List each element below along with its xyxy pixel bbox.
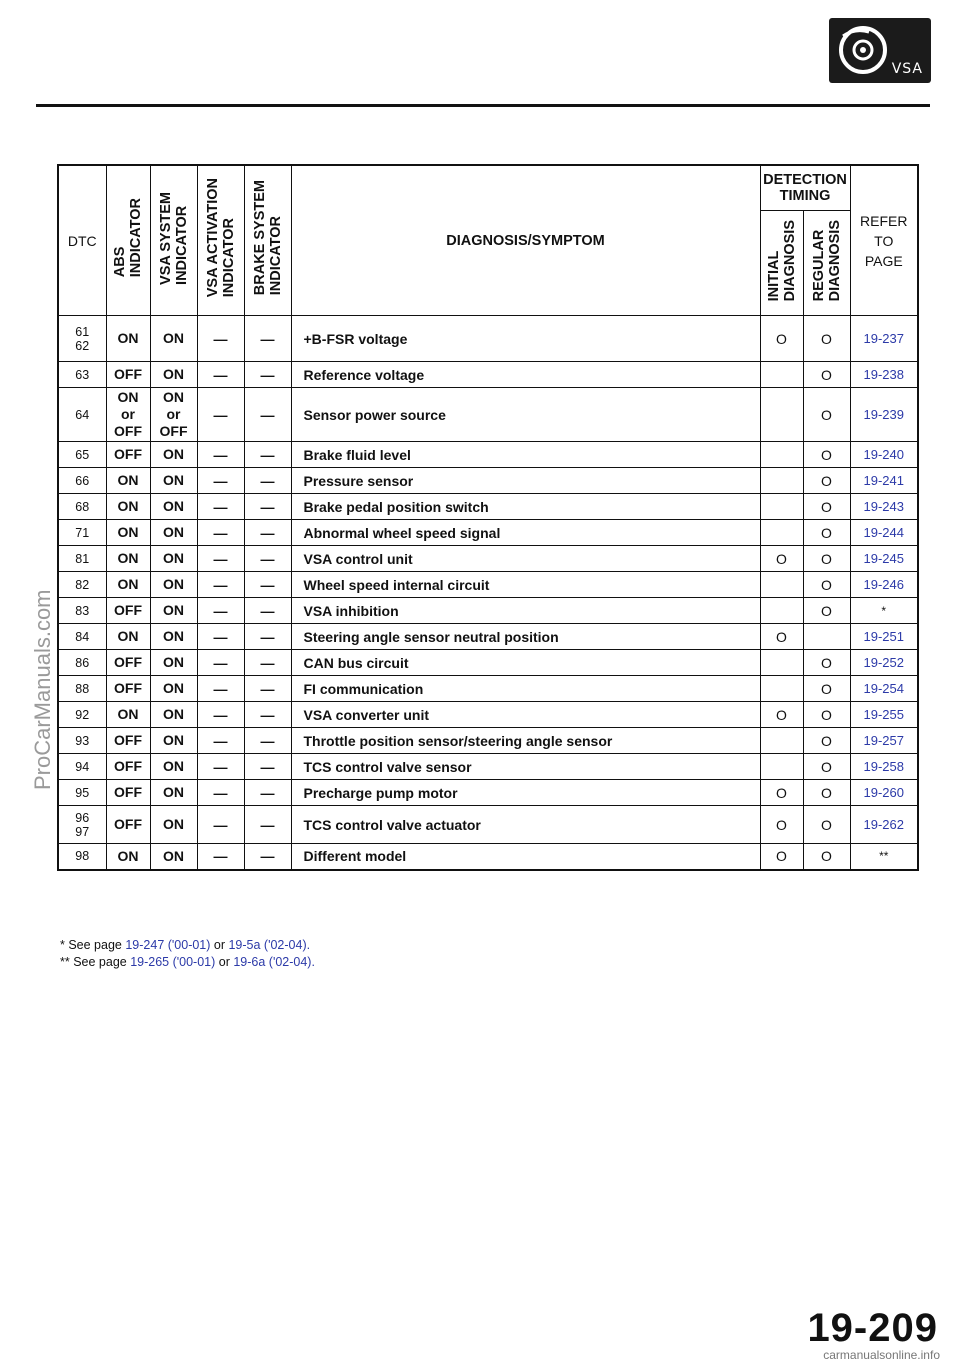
footnote-2-link-1[interactable]: 19-265 ('00-01)	[130, 955, 216, 969]
vsa-activation-indicator-cell: —	[197, 676, 244, 702]
table-row	[58, 624, 918, 650]
diagnosis-symptom-cell: Wheel speed internal circuit	[291, 572, 760, 598]
vsa-system-indicator-cell: ON	[150, 754, 197, 780]
regular-diagnosis-cell: O	[803, 598, 850, 624]
regular-diagnosis-cell: O	[803, 728, 850, 754]
brake-system-indicator-cell: —	[244, 468, 291, 494]
vsa-system-indicator-cell: ON	[150, 546, 197, 572]
table-row	[58, 754, 918, 780]
vsa-system-indicator-cell: ON	[150, 728, 197, 754]
footnotes	[60, 937, 315, 971]
refer-page-cell: **	[850, 844, 918, 870]
table-row	[58, 780, 918, 806]
dtc-code-cell: 95	[58, 780, 106, 806]
refer-page-cell[interactable]: 19-254	[850, 676, 918, 702]
initial-diagnosis-cell: O	[760, 624, 803, 650]
initial-diagnosis-cell	[760, 442, 803, 468]
vsa-system-indicator-cell: ON	[150, 624, 197, 650]
brake-system-indicator-cell: —	[244, 728, 291, 754]
regular-diagnosis-cell: O	[803, 362, 850, 388]
brake-system-indicator-cell: —	[244, 362, 291, 388]
initial-diagnosis-cell: O	[760, 806, 803, 844]
table-row	[58, 316, 918, 362]
dtc-code-cell: 98	[58, 844, 106, 870]
abs-indicator-cell: ON	[106, 572, 150, 598]
diagnosis-symptom-cell: Brake fluid level	[291, 442, 760, 468]
refer-page-cell[interactable]: 19-257	[850, 728, 918, 754]
dtc-code-cell: 88	[58, 676, 106, 702]
brake-system-indicator-cell: —	[244, 702, 291, 728]
table-row	[58, 494, 918, 520]
table-row	[58, 572, 918, 598]
brake-system-indicator-cell: —	[244, 546, 291, 572]
footnote-2-link-2[interactable]: 19-6a ('02-04).	[233, 955, 315, 969]
refer-page-cell[interactable]: 19-243	[850, 494, 918, 520]
refer-page-cell[interactable]: 19-244	[850, 520, 918, 546]
footnote-2: ** See page 19-265 ('00-01) or 19-6a ('02-04).	[60, 955, 315, 969]
regular-diagnosis-cell	[803, 624, 850, 650]
dtc-code-cell: 64	[58, 388, 106, 442]
table-row	[58, 520, 918, 546]
refer-page-cell[interactable]: 19-237	[850, 316, 918, 362]
table-row	[58, 676, 918, 702]
initial-diagnosis-cell	[760, 388, 803, 442]
vsa-activation-indicator-cell: —	[197, 650, 244, 676]
side-watermark: ProCarManuals.com	[30, 589, 55, 790]
vsa-system-indicator-cell: ON	[150, 494, 197, 520]
diagnosis-symptom-cell: CAN bus circuit	[291, 650, 760, 676]
regular-diagnosis-cell: O	[803, 494, 850, 520]
table-row	[58, 650, 918, 676]
footnote-1: * See page 19-247 ('00-01) or 19-5a ('02-04).	[60, 938, 311, 952]
header-regular-diagnosis: REGULAR DIAGNOSIS	[803, 211, 850, 316]
abs-indicator-cell: OFF	[106, 780, 150, 806]
refer-page-cell[interactable]: 19-239	[850, 388, 918, 442]
footer-watermark: carmanualsonline.info	[823, 1348, 940, 1362]
abs-indicator-cell: OFF	[106, 676, 150, 702]
diagnosis-symptom-cell: FI communication	[291, 676, 760, 702]
regular-diagnosis-cell: O	[803, 546, 850, 572]
regular-diagnosis-cell: O	[803, 316, 850, 362]
abs-indicator-cell: OFF	[106, 442, 150, 468]
initial-diagnosis-cell	[760, 468, 803, 494]
table-row	[58, 806, 918, 844]
table-row	[58, 844, 918, 870]
abs-indicator-cell: ON	[106, 468, 150, 494]
vsa-activation-indicator-cell: —	[197, 844, 244, 870]
vsa-system-indicator-cell: ON	[150, 598, 197, 624]
table-row	[58, 702, 918, 728]
regular-diagnosis-cell: O	[803, 650, 850, 676]
regular-diagnosis-cell: O	[803, 806, 850, 844]
abs-indicator-cell: OFF	[106, 362, 150, 388]
diagnosis-symptom-cell: Pressure sensor	[291, 468, 760, 494]
dtc-code-cell: 84	[58, 624, 106, 650]
vsa-activation-indicator-cell: —	[197, 598, 244, 624]
vsa-system-indicator-cell: ON	[150, 806, 197, 844]
vsa-activation-indicator-cell: —	[197, 702, 244, 728]
refer-page-cell[interactable]: 19-245	[850, 546, 918, 572]
initial-diagnosis-cell	[760, 754, 803, 780]
abs-indicator-cell: OFF	[106, 650, 150, 676]
regular-diagnosis-cell: O	[803, 442, 850, 468]
refer-page-cell[interactable]: 19-260	[850, 780, 918, 806]
initial-diagnosis-cell: O	[760, 546, 803, 572]
page-number: 19-209	[807, 1306, 938, 1350]
initial-diagnosis-cell: O	[760, 702, 803, 728]
initial-diagnosis-cell: O	[760, 844, 803, 870]
dtc-code-cell: 68	[58, 494, 106, 520]
vsa-activation-indicator-cell: —	[197, 468, 244, 494]
brake-disc-icon	[835, 24, 891, 76]
vsa-system-indicator-cell: ON	[150, 650, 197, 676]
vsa-system-indicator-cell: ON or OFF	[150, 388, 197, 442]
vsa-activation-indicator-cell: —	[197, 388, 244, 442]
abs-indicator-cell: OFF	[106, 754, 150, 780]
abs-indicator-cell: ON	[106, 520, 150, 546]
vsa-activation-indicator-cell: —	[197, 316, 244, 362]
initial-diagnosis-cell: O	[760, 780, 803, 806]
brake-system-indicator-cell: —	[244, 676, 291, 702]
regular-diagnosis-cell: O	[803, 844, 850, 870]
vsa-system-indicator-cell: ON	[150, 676, 197, 702]
diagnosis-symptom-cell: VSA converter unit	[291, 702, 760, 728]
brake-system-indicator-cell: —	[244, 316, 291, 362]
dtc-code-cell: 92	[58, 702, 106, 728]
header-vsa-system-indicator: VSA SYSTEM INDICATOR	[150, 165, 197, 316]
vsa-system-indicator-cell: ON	[150, 362, 197, 388]
refer-page-cell: *	[850, 598, 918, 624]
dtc-code-cell: 61 62	[58, 316, 106, 362]
refer-page-cell[interactable]: 19-251	[850, 624, 918, 650]
refer-page-cell[interactable]: 19-238	[850, 362, 918, 388]
logo-label: VSA	[891, 61, 923, 77]
table-row	[58, 362, 918, 388]
table-row	[58, 728, 918, 754]
refer-page-cell[interactable]: 19-240	[850, 442, 918, 468]
dtc-code-cell: 96 97	[58, 806, 106, 844]
brake-system-indicator-cell: —	[244, 520, 291, 546]
initial-diagnosis-cell	[760, 650, 803, 676]
regular-diagnosis-cell: O	[803, 468, 850, 494]
brake-system-indicator-cell: —	[244, 494, 291, 520]
diagnosis-symptom-cell: Steering angle sensor neutral position	[291, 624, 760, 650]
abs-indicator-cell: ON	[106, 316, 150, 362]
refer-page-cell[interactable]: 19-262	[850, 806, 918, 844]
regular-diagnosis-cell: O	[803, 676, 850, 702]
table-row	[58, 598, 918, 624]
header-brake-system-indicator: BRAKE SYSTEM INDICATOR	[244, 165, 291, 316]
vsa-activation-indicator-cell: —	[197, 362, 244, 388]
header-diagnosis-symptom: DIAGNOSIS/SYMPTOM	[291, 165, 760, 316]
vsa-activation-indicator-cell: —	[197, 624, 244, 650]
diagnosis-symptom-cell: TCS control valve sensor	[291, 754, 760, 780]
diagnosis-symptom-cell: Reference voltage	[291, 362, 760, 388]
header-abs-indicator: ABS INDICATOR	[106, 165, 150, 316]
vsa-activation-indicator-cell: —	[197, 780, 244, 806]
vsa-system-indicator-cell: ON	[150, 572, 197, 598]
footnote-1-link-1[interactable]: 19-247 ('00-01)	[125, 938, 211, 952]
vsa-activation-indicator-cell: —	[197, 806, 244, 844]
brake-system-indicator-cell: —	[244, 780, 291, 806]
initial-diagnosis-cell: O	[760, 316, 803, 362]
vsa-system-indicator-cell: ON	[150, 702, 197, 728]
brake-system-indicator-cell: —	[244, 844, 291, 870]
vsa-system-indicator-cell: ON	[150, 316, 197, 362]
brake-system-indicator-cell: —	[244, 624, 291, 650]
dtc-code-cell: 83	[58, 598, 106, 624]
initial-diagnosis-cell	[760, 572, 803, 598]
diagnosis-symptom-cell: Brake pedal position switch	[291, 494, 760, 520]
table-row	[58, 468, 918, 494]
vsa-system-indicator-cell: ON	[150, 442, 197, 468]
initial-diagnosis-cell	[760, 598, 803, 624]
diagnosis-symptom-cell: +B-FSR voltage	[291, 316, 760, 362]
vsa-system-indicator-cell: ON	[150, 780, 197, 806]
brake-system-indicator-cell: —	[244, 754, 291, 780]
diagnosis-symptom-cell: Different model	[291, 844, 760, 870]
dtc-code-cell: 94	[58, 754, 106, 780]
regular-diagnosis-cell: O	[803, 702, 850, 728]
diagnosis-symptom-cell: Throttle position sensor/steering angle sensor	[291, 728, 760, 754]
diagnosis-symptom-cell: VSA inhibition	[291, 598, 760, 624]
vsa-activation-indicator-cell: —	[197, 754, 244, 780]
diagnosis-symptom-cell: Abnormal wheel speed signal	[291, 520, 760, 546]
brake-system-indicator-cell: —	[244, 650, 291, 676]
abs-indicator-cell: ON	[106, 702, 150, 728]
regular-diagnosis-cell: O	[803, 388, 850, 442]
refer-page-cell[interactable]: 19-252	[850, 650, 918, 676]
regular-diagnosis-cell: O	[803, 754, 850, 780]
vsa-system-indicator-cell: ON	[150, 844, 197, 870]
refer-page-cell[interactable]: 19-246	[850, 572, 918, 598]
vsa-logo	[829, 18, 931, 83]
vsa-system-indicator-cell: ON	[150, 468, 197, 494]
dtc-code-cell: 93	[58, 728, 106, 754]
initial-diagnosis-cell	[760, 362, 803, 388]
diagnosis-symptom-cell: VSA control unit	[291, 546, 760, 572]
refer-page-cell[interactable]: 19-241	[850, 468, 918, 494]
abs-indicator-cell: ON	[106, 624, 150, 650]
dtc-code-cell: 71	[58, 520, 106, 546]
abs-indicator-cell: ON	[106, 494, 150, 520]
initial-diagnosis-cell	[760, 728, 803, 754]
vsa-activation-indicator-cell: —	[197, 442, 244, 468]
vsa-system-indicator-cell: ON	[150, 520, 197, 546]
table-row	[58, 388, 918, 442]
abs-indicator-cell: OFF	[106, 598, 150, 624]
header-dtc: DTC	[58, 165, 106, 316]
header-refer-to-page: REFER TO PAGE	[850, 165, 918, 316]
dtc-code-cell: 65	[58, 442, 106, 468]
brake-system-indicator-cell: —	[244, 442, 291, 468]
abs-indicator-cell: OFF	[106, 806, 150, 844]
initial-diagnosis-cell	[760, 494, 803, 520]
regular-diagnosis-cell: O	[803, 520, 850, 546]
header-initial-diagnosis: INITIAL DIAGNOSIS	[760, 211, 803, 316]
abs-indicator-cell: OFF	[106, 728, 150, 754]
vsa-activation-indicator-cell: —	[197, 520, 244, 546]
abs-indicator-cell: ON	[106, 844, 150, 870]
header-detection-timing: DETECTION TIMING	[760, 165, 850, 211]
initial-diagnosis-cell	[760, 676, 803, 702]
brake-system-indicator-cell: —	[244, 388, 291, 442]
regular-diagnosis-cell: O	[803, 572, 850, 598]
brake-system-indicator-cell: —	[244, 572, 291, 598]
diagnosis-symptom-cell: Sensor power source	[291, 388, 760, 442]
table-row	[58, 442, 918, 468]
vsa-activation-indicator-cell: —	[197, 572, 244, 598]
regular-diagnosis-cell: O	[803, 780, 850, 806]
vsa-activation-indicator-cell: —	[197, 546, 244, 572]
initial-diagnosis-cell	[760, 520, 803, 546]
diagnosis-symptom-cell: TCS control valve actuator	[291, 806, 760, 844]
dtc-code-cell: 86	[58, 650, 106, 676]
refer-page-cell[interactable]: 19-255	[850, 702, 918, 728]
footnote-1-link-2[interactable]: 19-5a ('02-04).	[228, 938, 311, 952]
vsa-activation-indicator-cell: —	[197, 728, 244, 754]
vsa-activation-indicator-cell: —	[197, 494, 244, 520]
refer-page-cell[interactable]: 19-258	[850, 754, 918, 780]
abs-indicator-cell: ON	[106, 546, 150, 572]
dtc-code-cell: 63	[58, 362, 106, 388]
dtc-code-cell: 66	[58, 468, 106, 494]
dtc-code-cell: 81	[58, 546, 106, 572]
header-vsa-activation-indicator: VSA ACTIVATION INDICATOR	[197, 165, 244, 316]
abs-indicator-cell: ON or OFF	[106, 388, 150, 442]
brake-system-indicator-cell: —	[244, 806, 291, 844]
table-row	[58, 546, 918, 572]
dtc-table	[57, 164, 919, 871]
dtc-code-cell: 82	[58, 572, 106, 598]
header-rule	[36, 104, 930, 107]
diagnosis-symptom-cell: Precharge pump motor	[291, 780, 760, 806]
brake-system-indicator-cell: —	[244, 598, 291, 624]
